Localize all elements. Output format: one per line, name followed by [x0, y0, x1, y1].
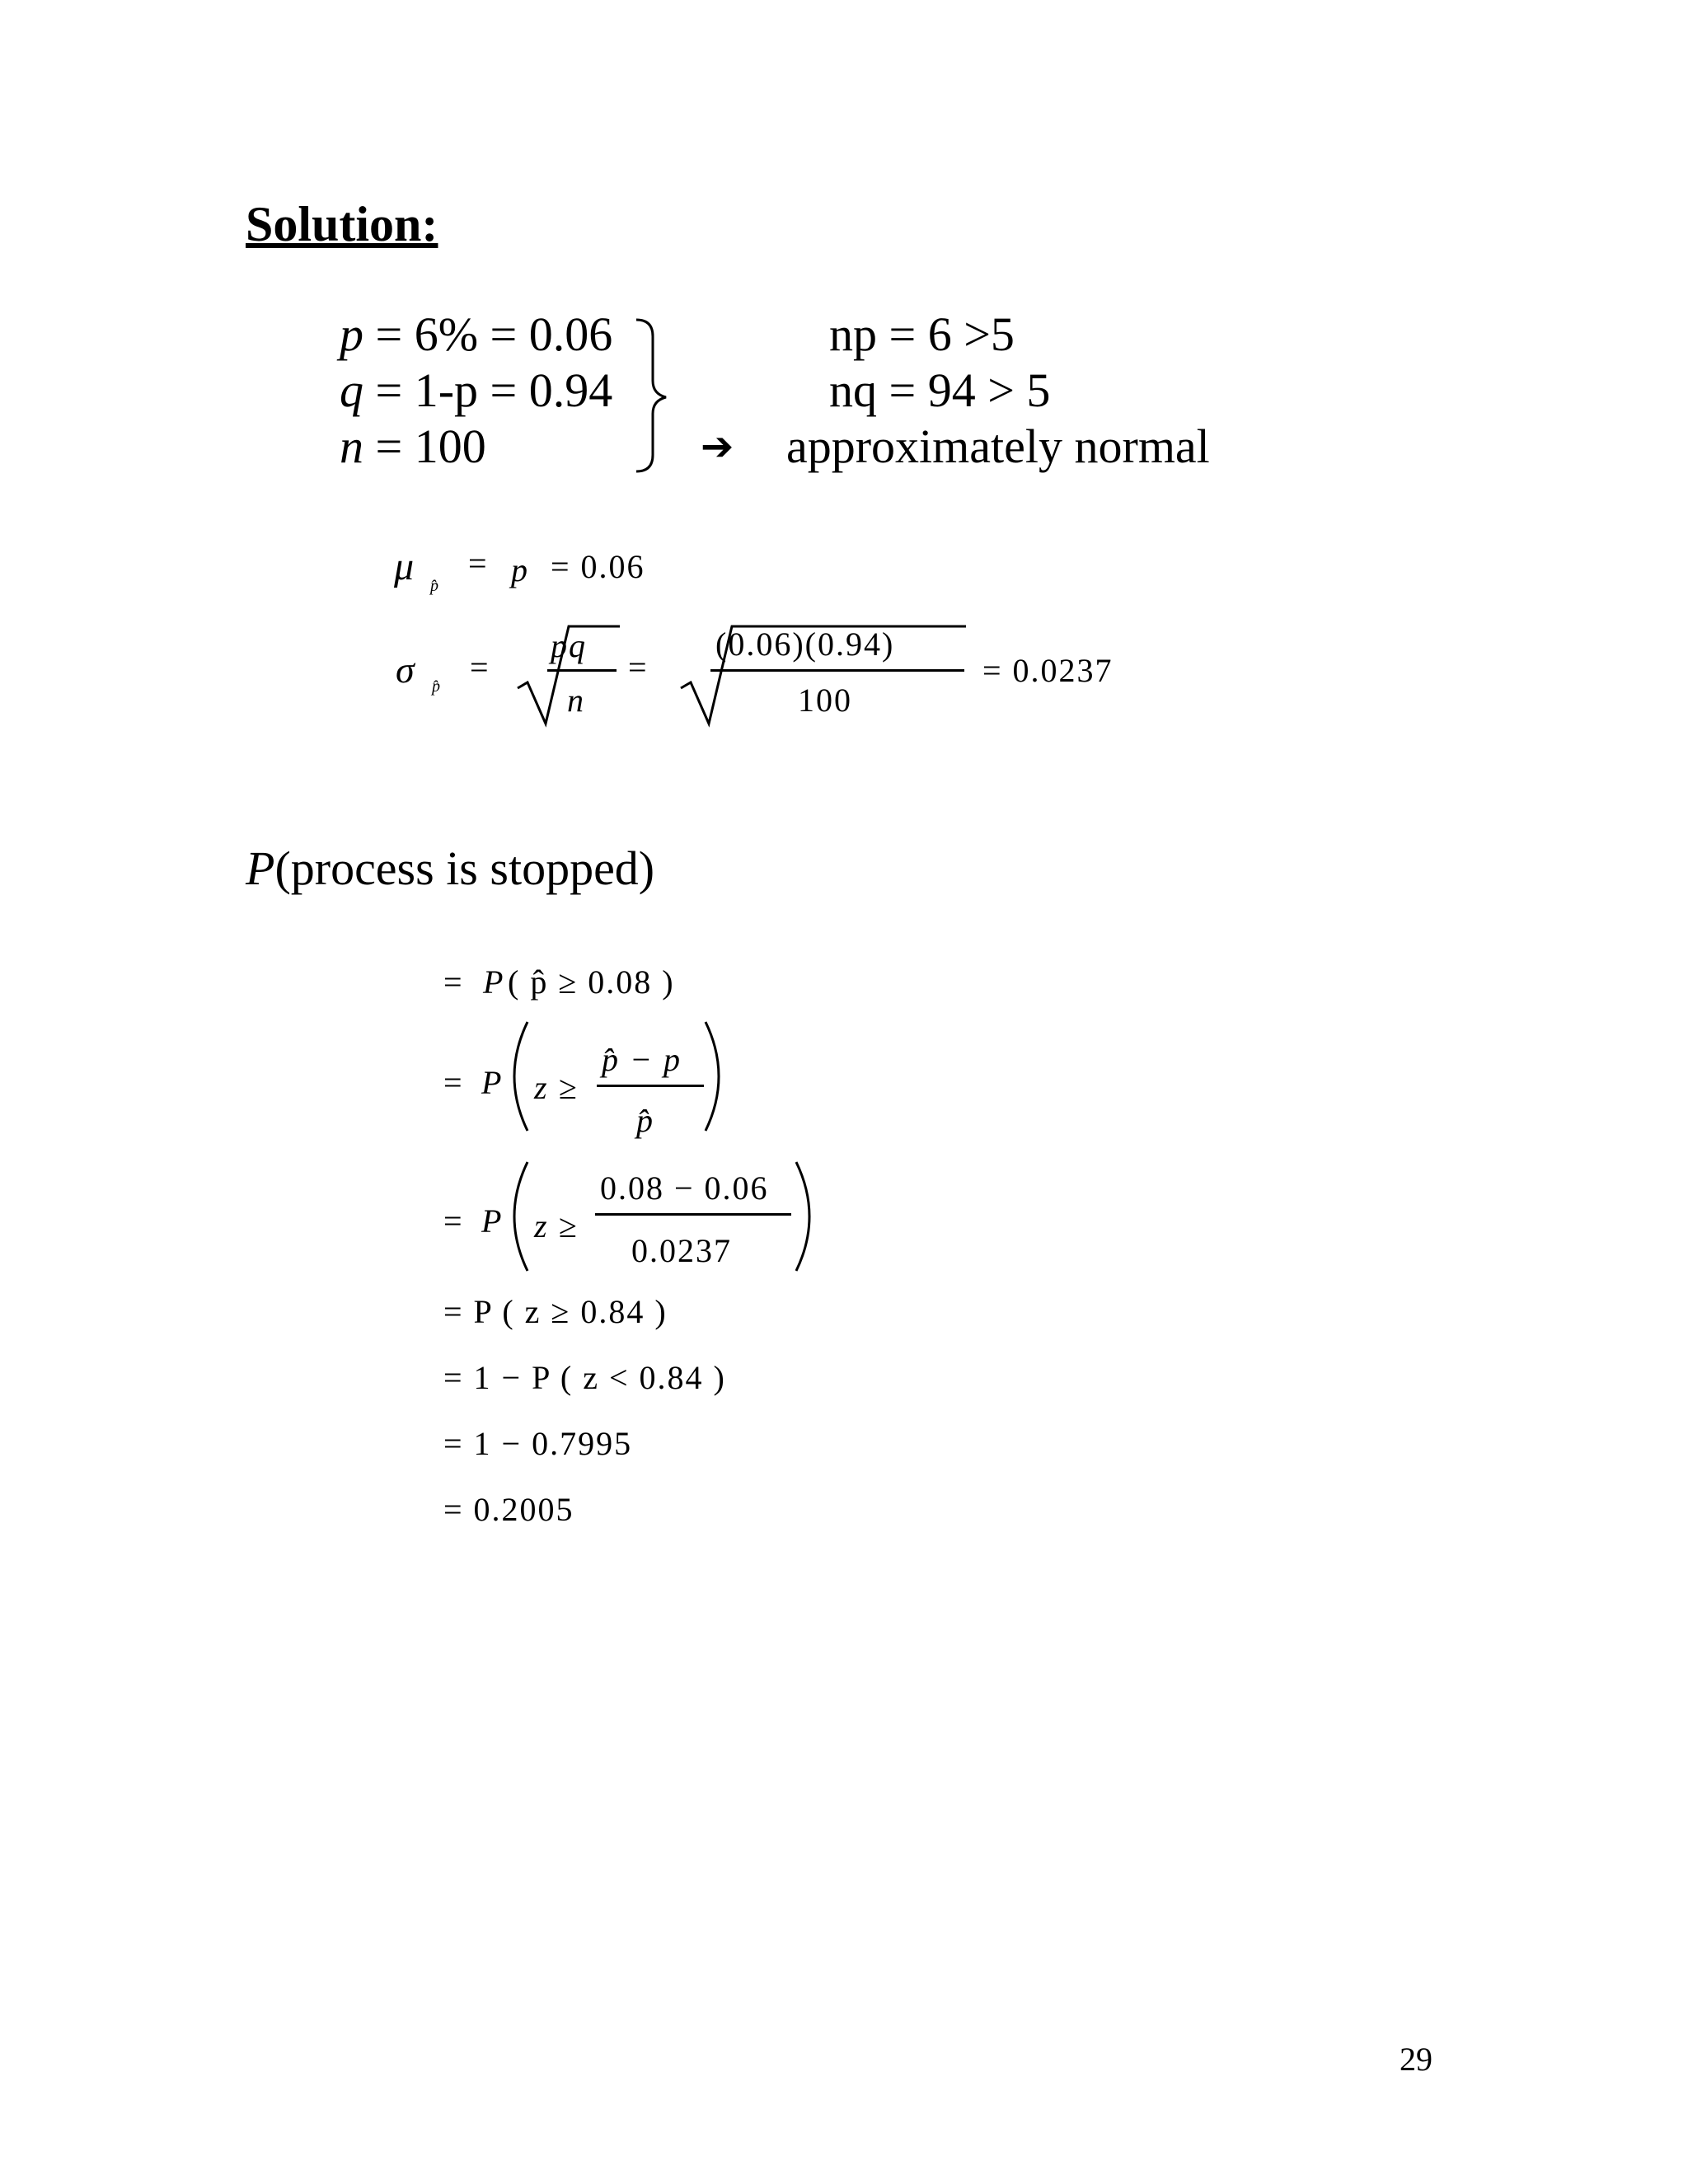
sd-numerator-pq: pq — [551, 627, 587, 664]
sd-denominator-100: 100 — [798, 682, 852, 719]
mean-equals: = — [468, 545, 489, 582]
sigma-symbol: σ — [396, 649, 416, 691]
sd-equals-1: = — [470, 649, 490, 686]
step3-numerator: 0.08 − 0.06 — [600, 1169, 769, 1207]
right-paren-step3 — [796, 1162, 809, 1271]
sd-numerator-values: (0.06)(0.94) — [715, 626, 895, 663]
step7-line: = 0.2005 — [443, 1491, 574, 1528]
implies-arrow-icon: ➔ — [701, 424, 734, 470]
step5-line: = 1 − P ( z < 0.84 ) — [443, 1359, 726, 1396]
left-paren-step3 — [514, 1162, 528, 1271]
step6-line: = 1 − 0.7995 — [443, 1425, 633, 1462]
step1-equals: = — [443, 963, 464, 1001]
probability-heading — [246, 841, 654, 897]
prob-heading-text: (process is stopped) — [274, 841, 655, 895]
step2-denominator: p̂ — [636, 1102, 654, 1139]
solution-heading: Solution: — [246, 197, 438, 251]
mu-subscript: p̂ — [430, 577, 438, 595]
step2-fraction-bar — [597, 1085, 704, 1087]
step3-fraction-bar — [595, 1213, 791, 1216]
step3-denominator: 0.0237 — [631, 1232, 732, 1269]
left-paren-step2 — [514, 1022, 528, 1131]
approximately-normal-text: approximately normal — [786, 419, 1210, 473]
step1-P: P — [483, 963, 505, 1001]
step2-P: P — [481, 1064, 504, 1101]
step3-z-geq: z ≥ — [534, 1207, 579, 1244]
step3-equals: = — [443, 1202, 464, 1240]
fraction-bar-1 — [547, 669, 617, 672]
step3-P: P — [481, 1202, 504, 1240]
sd-denominator-n: n — [567, 682, 585, 719]
sigma-subscript: p̂ — [432, 677, 440, 696]
step2-equals: = — [443, 1064, 464, 1101]
np-condition: np = 6 >5 — [829, 307, 1015, 361]
given-p-value: = 6% = 0.06 — [363, 307, 613, 361]
given-n-var: n — [340, 419, 363, 473]
mu-symbol: μ — [394, 545, 416, 588]
page-number: 29 — [1400, 2041, 1432, 2078]
step1-expression: ( p̂ ≥ 0.08 ) — [508, 963, 675, 1001]
step2-numerator: p̂ − p — [602, 1041, 682, 1078]
nq-condition: nq = 94 > 5 — [829, 363, 1051, 417]
given-n-value: = 100 — [363, 419, 486, 473]
given-q-value: = 1-p = 0.94 — [363, 363, 613, 417]
sd-equals-2: = — [628, 649, 649, 686]
sd-result: = 0.0237 — [982, 652, 1114, 689]
right-paren-step2 — [706, 1022, 719, 1131]
mean-p: p — [511, 551, 529, 588]
step2-z-geq: z ≥ — [534, 1069, 579, 1106]
fraction-bar-2 — [710, 669, 964, 672]
right-curly-brace — [636, 320, 666, 471]
given-q-var: q — [340, 363, 363, 417]
given-p-var: p — [340, 307, 363, 361]
prob-heading-P: P — [246, 841, 275, 895]
mean-value: = 0.06 — [551, 548, 645, 585]
step4-line: = P ( z ≥ 0.84 ) — [443, 1293, 668, 1330]
